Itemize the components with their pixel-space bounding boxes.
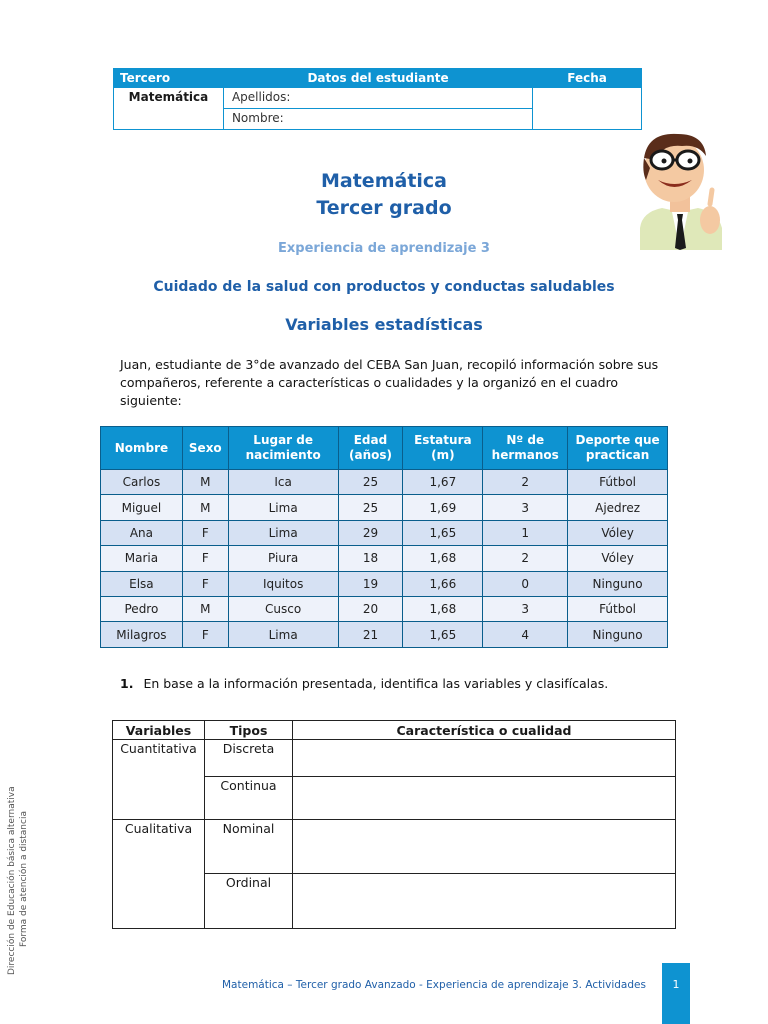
table-cell: 1,67	[403, 470, 483, 495]
table-cell: Lima	[228, 495, 338, 520]
table-cell: 4	[483, 622, 568, 647]
col-header: Nº de hermanos	[483, 427, 568, 470]
sidebar-line-1: Dirección de Educación básica alternativa	[7, 786, 17, 975]
header-date: Fecha	[533, 69, 642, 88]
table-cell: Piura	[228, 546, 338, 571]
student-data-table	[100, 426, 668, 648]
surname-field[interactable]: Apellidos:	[223, 88, 532, 109]
table-row	[101, 470, 668, 495]
col-header: Deporte que practican	[568, 427, 668, 470]
table-cell: 2	[483, 546, 568, 571]
table-cell: M	[182, 495, 228, 520]
type-discrete: Discreta	[205, 740, 293, 777]
page-number: 1	[662, 963, 690, 1024]
table-cell: Fútbol	[568, 596, 668, 621]
table-cell: 20	[338, 596, 403, 621]
table-cell: 3	[483, 495, 568, 520]
table-cell: F	[182, 571, 228, 596]
answer-discrete-field[interactable]	[293, 740, 676, 777]
variable-qualitative: Cualitativa	[113, 820, 205, 929]
table-cell: Vóley	[568, 520, 668, 545]
table-cell: Iquitos	[228, 571, 338, 596]
variable-quantitative: Cuantitativa	[113, 740, 205, 820]
col-header: Variables	[113, 721, 205, 740]
col-header: Tipos	[205, 721, 293, 740]
table-cell: Elsa	[101, 571, 183, 596]
table-cell: Ajedrez	[568, 495, 668, 520]
page-subtitle: Cuidado de la salud con productos y conductas saludables	[153, 279, 615, 295]
col-header: Nombre	[101, 427, 183, 470]
type-ordinal: Ordinal	[205, 874, 293, 929]
table-cell: M	[182, 470, 228, 495]
student-header-table	[113, 68, 642, 130]
table-cell: 29	[338, 520, 403, 545]
table-cell: 25	[338, 470, 403, 495]
table-row	[101, 520, 668, 545]
table-cell: 1	[483, 520, 568, 545]
name-field[interactable]: Nombre:	[223, 109, 532, 130]
table-cell: Maria	[101, 546, 183, 571]
table-cell: Fútbol	[568, 470, 668, 495]
table-cell: Ica	[228, 470, 338, 495]
table-cell: Vóley	[568, 546, 668, 571]
table-cell: 1,68	[403, 596, 483, 621]
subject-cell: Matemática	[114, 88, 224, 130]
table-row	[101, 596, 668, 621]
header-grade: Tercero	[114, 69, 224, 88]
table-row	[101, 546, 668, 571]
sidebar-credit	[6, 786, 30, 975]
table-cell: 1,66	[403, 571, 483, 596]
type-continuous: Continua	[205, 777, 293, 820]
table-cell: 0	[483, 571, 568, 596]
sidebar-line-2: Forma de atención a distancia	[19, 811, 29, 947]
col-header: Característica o cualidad	[293, 721, 676, 740]
intro-paragraph: Juan, estudiante de 3°de avanzado del CEBA San Juan, recopiló información sobre sus compañeros, referente a características o cualidades y la organizó en el cuadro siguiente:	[120, 357, 659, 408]
table-cell: F	[182, 520, 228, 545]
table-cell: Ninguno	[568, 622, 668, 647]
table-cell: 19	[338, 571, 403, 596]
table-cell: Cusco	[228, 596, 338, 621]
table-row	[101, 495, 668, 520]
experience-label: Experiencia de aprendizaje 3	[278, 241, 490, 256]
table-cell: 1,65	[403, 622, 483, 647]
page-grade-title: Tercer grado	[316, 197, 452, 219]
table-cell: 1,68	[403, 546, 483, 571]
table-cell: M	[182, 596, 228, 621]
question-number: 1.	[120, 676, 134, 691]
col-header: Estatura (m)	[403, 427, 483, 470]
table-cell: 21	[338, 622, 403, 647]
answer-nominal-field[interactable]	[293, 820, 676, 874]
table-cell: 1,69	[403, 495, 483, 520]
col-header: Edad (años)	[338, 427, 403, 470]
table-cell: Pedro	[101, 596, 183, 621]
question-1	[120, 676, 608, 691]
variables-table	[112, 720, 676, 929]
page-footer: Matemática – Tercer grado Avanzado - Experiencia de aprendizaje 3. Actividades	[222, 979, 646, 991]
table-cell: Lima	[228, 520, 338, 545]
table-cell: Ninguno	[568, 571, 668, 596]
table-cell: Miguel	[101, 495, 183, 520]
page-title: Matemática	[321, 170, 447, 192]
answer-continuous-field[interactable]	[293, 777, 676, 820]
table-cell: Ana	[101, 520, 183, 545]
table-cell: Milagros	[101, 622, 183, 647]
topic-heading: Variables estadísticas	[285, 315, 483, 334]
table-cell: Carlos	[101, 470, 183, 495]
date-field[interactable]	[533, 88, 642, 130]
table-cell: 1,65	[403, 520, 483, 545]
table-row	[101, 571, 668, 596]
table-cell: F	[182, 622, 228, 647]
table-row	[101, 622, 668, 647]
table-cell: 25	[338, 495, 403, 520]
table-cell: 3	[483, 596, 568, 621]
table-cell: F	[182, 546, 228, 571]
table-cell: 18	[338, 546, 403, 571]
col-header: Lugar de nacimiento	[228, 427, 338, 470]
table-cell: 2	[483, 470, 568, 495]
answer-ordinal-field[interactable]	[293, 874, 676, 929]
col-header: Sexo	[182, 427, 228, 470]
header-student-data: Datos del estudiante	[223, 69, 532, 88]
question-text: En base a la información presentada, identifica las variables y clasifícalas.	[143, 676, 609, 691]
type-nominal: Nominal	[205, 820, 293, 874]
table-cell: Lima	[228, 622, 338, 647]
